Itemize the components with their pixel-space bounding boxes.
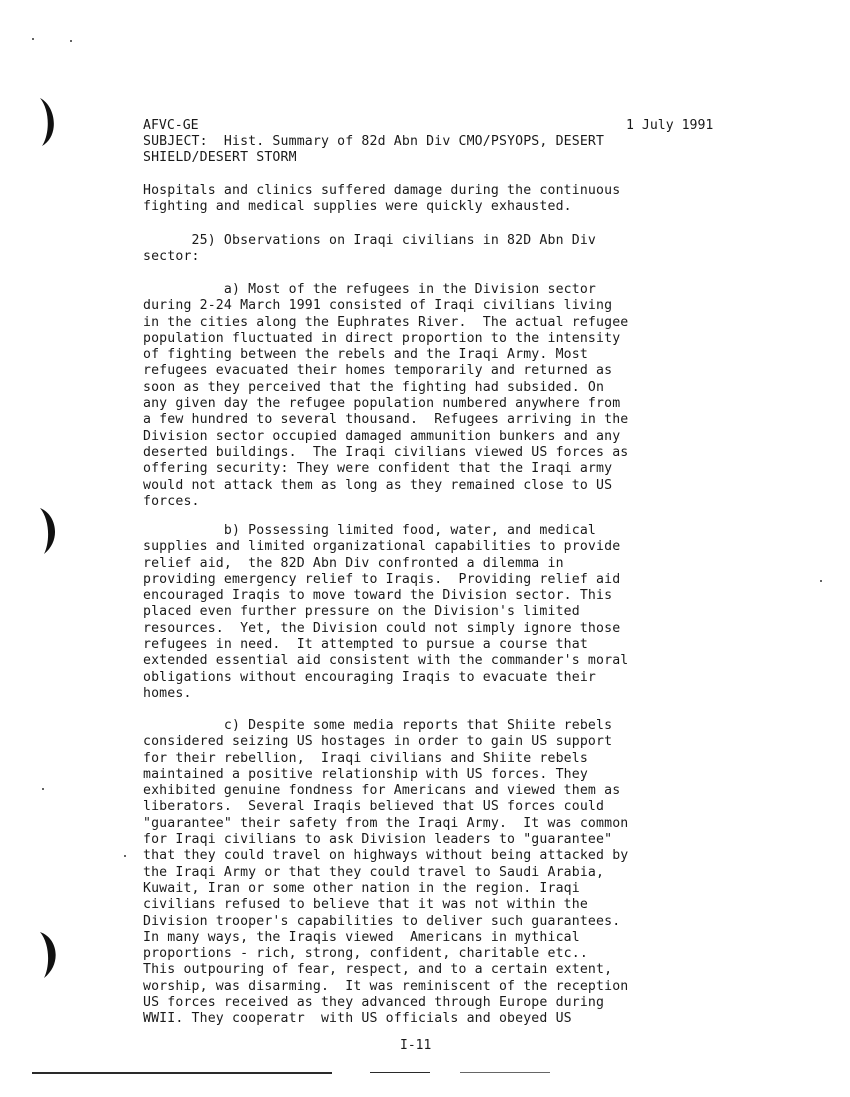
text-line: for their rebellion, Iraqi civilians and Shiite rebels — [143, 750, 588, 766]
text-line: Hospitals and clinics suffered damage during the continuous — [143, 183, 621, 198]
text-line: sector: — [143, 249, 200, 265]
text-line: In many ways, the Iraqis viewed Americans in mythical — [143, 929, 580, 945]
bottom-rule-segment — [32, 1072, 332, 1074]
text-line: Division trooper's capabilities to deliver such guarantees. — [143, 913, 621, 929]
text-line: obligations without encouraging Iraqis to evacuate their — [143, 669, 597, 685]
text-line: This outpouring of fear, respect, and to a certain extent, — [143, 962, 613, 978]
text-line: "guarantee" their safety from the Iraqi Army. It was common — [143, 815, 629, 831]
text-line: during 2-24 March 1991 consisted of Iraqi civilians living — [143, 298, 613, 314]
text-line: WWII. They cooperatr with US officials and obeyed US — [143, 1011, 572, 1027]
text-line: relief aid, the 82D Abn Div confronted a dilemma in — [143, 555, 564, 571]
text-line: proportions - rich, strong, confident, charitable etc.. — [143, 946, 588, 962]
subject-line-1: SUBJECT: Hist. Summary of 82d Abn Div CMO/PSYOPS, DESERT — [143, 134, 605, 149]
text-line: civilians refused to believe that it was not within the — [143, 897, 588, 913]
text-line: of fighting between the rebels and the Iraqi Army. Most — [143, 347, 588, 363]
office-symbol: AFVC-GE — [143, 118, 199, 133]
text-line: in the cities along the Euphrates River. The actual refugee — [143, 314, 629, 330]
paragraph-a — [143, 282, 743, 510]
text-line: homes. — [143, 685, 192, 701]
text-line: liberators. Several Iraqis believed that US forces could — [143, 799, 605, 815]
scan-speck — [124, 855, 126, 857]
text-line: b) Possessing limited food, water, and medical — [143, 523, 597, 538]
text-line: supplies and limited organizational capabilities to provide — [143, 539, 621, 555]
page-number: I-11 — [400, 1038, 432, 1053]
text-line: resources. Yet, the Division could not simply ignore those — [143, 620, 621, 636]
text-line: deserted buildings. The Iraqi civilians viewed US forces as — [143, 444, 629, 460]
paragraph-intro — [143, 183, 743, 216]
paragraph-b — [143, 523, 743, 702]
scan-speck — [32, 38, 34, 40]
text-line: c) Despite some media reports that Shiite rebels — [143, 718, 613, 733]
text-line: fighting and medical supplies were quickly exhausted. — [143, 199, 572, 215]
hole-punch-top-icon — [38, 96, 60, 148]
text-line: would not attack them as long as they remained close to US — [143, 477, 613, 493]
hole-punch-bottom-icon — [38, 928, 60, 980]
text-line: for Iraqi civilians to ask Division leaders to "guarantee" — [143, 832, 613, 848]
text-line: US forces received as they advanced through Europe during — [143, 995, 605, 1011]
text-line: a) Most of the refugees in the Division sector — [143, 282, 597, 297]
document-date: 1 July 1991 — [626, 118, 714, 133]
text-line: offering security: They were confident that the Iraqi army — [143, 461, 613, 477]
text-line: extended essential aid consistent with the commander's moral — [143, 653, 629, 669]
subject-line — [143, 134, 743, 167]
text-line: refugees in need. It attempted to pursue a course that — [143, 637, 588, 653]
text-line: that they could travel on highways without being attacked by — [143, 848, 629, 864]
text-line: worship, was disarming. It was reminiscent of the reception — [143, 978, 629, 994]
text-line: soon as they perceived that the fighting had subsided. On — [143, 379, 605, 395]
scan-speck — [70, 40, 72, 42]
text-line: maintained a positive relationship with US forces. They — [143, 766, 588, 782]
subject-line-2: SHIELD/DESERT STORM — [143, 150, 297, 166]
text-line: Kuwait, Iran or some other nation in the region. Iraqi — [143, 880, 580, 896]
text-line: considered seizing US hostages in order to gain US support — [143, 734, 613, 750]
text-line: forces. — [143, 493, 200, 509]
hole-punch-middle-icon — [38, 504, 60, 556]
text-line: placed even further pressure on the Division's limited — [143, 604, 580, 620]
bottom-rule-segment — [460, 1072, 550, 1073]
bottom-rule-segment — [370, 1072, 430, 1073]
text-line: 25) Observations on Iraqi civilians in 82D Abn Div — [143, 233, 597, 248]
text-line: refugees evacuated their homes temporarily and returned as — [143, 363, 613, 379]
scan-speck — [42, 788, 44, 790]
text-line: a few hundred to several thousand. Refugees arriving in the — [143, 412, 629, 428]
paragraph-25 — [143, 233, 743, 266]
text-line: the Iraqi Army or that they could travel to Saudi Arabia, — [143, 864, 605, 880]
paragraph-c — [143, 718, 743, 1028]
text-line: any given day the refugee population numbered anywhere from — [143, 396, 621, 412]
text-line: exhibited genuine fondness for Americans and viewed them as — [143, 783, 621, 799]
text-line: Division sector occupied damaged ammunition bunkers and any — [143, 428, 621, 444]
text-line: providing emergency relief to Iraqis. Providing relief aid — [143, 571, 621, 587]
text-line: encouraged Iraqis to move toward the Division sector. This — [143, 588, 613, 604]
text-line: population fluctuated in direct proportion to the intensity — [143, 330, 621, 346]
scan-speck — [820, 580, 822, 582]
